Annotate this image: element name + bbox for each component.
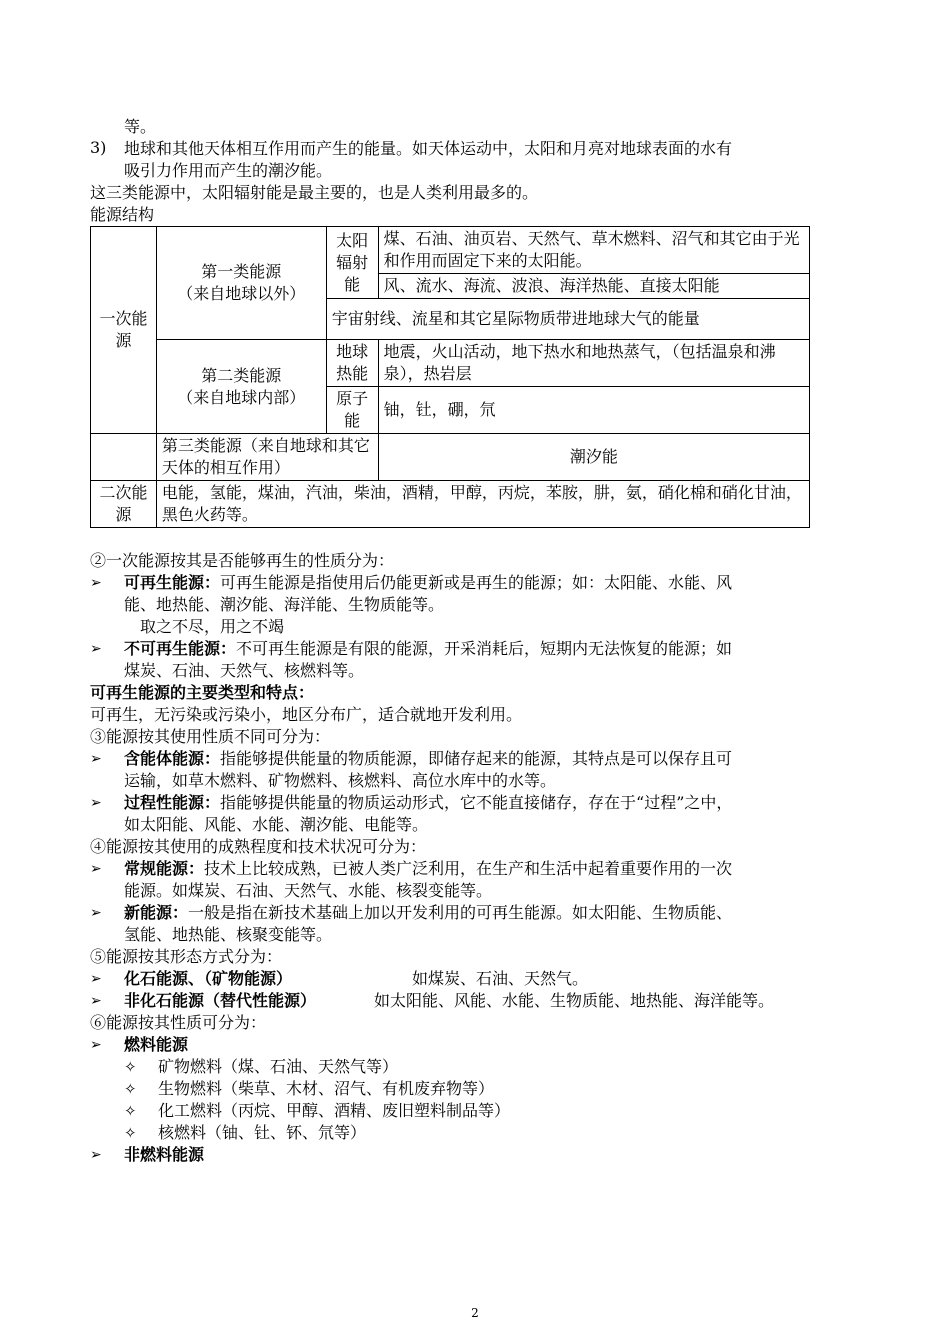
- arrow-bullet-icon: ➢: [90, 641, 102, 657]
- fossil-text: 如煤炭、石油、天然气。: [412, 969, 589, 988]
- renewable-text-2: 能、地热能、潮汐能、海洋能、生物质能等。: [124, 595, 445, 614]
- process-text-2: 如太阳能、风能、水能、潮汐能、电能等。: [124, 815, 429, 834]
- section-2-heading: ②一次能源按其是否能够再生的性质分为：: [90, 551, 395, 570]
- process-text-1: 指能够提供能量的物质运动形式，它不能直接储存，存在于“过程”之中，: [220, 793, 733, 812]
- arrow-bullet-icon: ➢: [90, 1147, 102, 1163]
- conventional-text-1: 技术上比较成熟，已被人类广泛利用，在生产和生活中起着重要作用的一次: [204, 859, 733, 878]
- fuel-item-text: 化工燃料（丙烷、甲醇、酒精、废旧塑料制品等）: [158, 1101, 511, 1120]
- fuel-item-text: 生物燃料（柴草、木材、沼气、有机废弃物等）: [158, 1079, 495, 1098]
- bullet-non-fuel-energy: [90, 1144, 870, 1166]
- section-6-heading: ⑥能源按其性质可分为：: [90, 1013, 267, 1032]
- nonrenewable-text-2: 煤炭、石油、天然气、核燃料等。: [124, 661, 365, 680]
- nuclear-cell: 原子能: [326, 387, 378, 434]
- page-number: 2: [471, 1306, 479, 1320]
- summary-text: 这三类能源中，太阳辐射能是最主要的，也是人类利用最多的。: [90, 183, 539, 202]
- new-energy-title: 新能源：: [124, 903, 189, 922]
- third-class-cell: 第三类能源（来自地球和其它天体的相互作用）: [156, 434, 378, 481]
- carrier-title: 含能体能源：: [124, 749, 221, 768]
- renewable-text-1: 可再生能源是指使用后仍能更新或是再生的能源；如：太阳能、水能、风: [220, 573, 733, 592]
- arrow-bullet-icon: ➢: [90, 1037, 102, 1053]
- first-class-label: 第一类能源: [201, 262, 282, 281]
- fuel-item-text: 核燃料（铀、钍、钚、氘等）: [158, 1123, 367, 1142]
- renewable-types-heading: 可再生能源的主要类型和特点：: [90, 683, 315, 702]
- geothermal-desc-cell: 地震，火山活动，地下热水和地热蒸气，（包括温泉和沸泉），热岩层: [378, 340, 809, 387]
- fuel-sub-item: [90, 1056, 870, 1078]
- tidal-cell: 潮汐能: [378, 434, 809, 481]
- list-item-3: [90, 138, 870, 182]
- conventional-text-2: 能源。如煤炭、石油、天然气、水能、核裂变能等。: [124, 881, 493, 900]
- primary-energy-cell: 一次能源: [91, 227, 157, 434]
- continued-text: 等。: [124, 117, 157, 136]
- non-fossil-text: 如太阳能、风能、水能、生物质能、地热能、海洋能等。: [374, 991, 775, 1010]
- diamond-bullet-icon: ✧: [124, 1080, 137, 1098]
- bullet-nonrenewable: [90, 638, 870, 682]
- fuel-sub-item: [90, 1100, 870, 1122]
- section-5-heading: ⑤能源按其形态方式分为：: [90, 947, 283, 966]
- arrow-bullet-icon: ➢: [90, 971, 102, 987]
- bullet-fossil: [90, 968, 870, 990]
- bullet-process-energy: [90, 792, 870, 836]
- bullet-conventional: [90, 858, 870, 902]
- bullet-renewable: [90, 572, 870, 638]
- bullet-new-energy: [90, 902, 870, 946]
- arrow-bullet-icon: ➢: [90, 905, 102, 921]
- carrier-text-1: 指能够提供能量的物质能源，即储存起来的能源，其特点是可以保存且可: [220, 749, 733, 768]
- fuel-item-text: 矿物燃料（煤、石油、天然气等）: [158, 1057, 399, 1076]
- fuel-sub-item: [90, 1078, 870, 1100]
- non-fossil-title: 非化石能源（替代性能源）: [124, 991, 317, 1010]
- fossil-title: 化石能源、（矿物能源）: [124, 969, 293, 988]
- nuclear-desc-cell: 铀，钍，硼，氘: [378, 387, 809, 434]
- solar-row1-cell: 煤、石油、油页岩、天然气、草木燃料、沼气和其它由于光和作用而固定下来的太阳能。: [378, 227, 809, 274]
- document-page: [90, 116, 870, 1166]
- diamond-bullet-icon: ✧: [124, 1058, 137, 1076]
- diamond-bullet-icon: ✧: [124, 1124, 137, 1142]
- fuel-energy-title: 燃料能源: [124, 1035, 189, 1054]
- diamond-bullet-icon: ✧: [124, 1102, 137, 1120]
- section-4-heading: ④能源按其使用的成熟程度和技术状况可分为：: [90, 837, 427, 856]
- second-class-cell: [156, 340, 326, 434]
- fuel-sub-item: [90, 1122, 870, 1144]
- process-title: 过程性能源：: [124, 793, 221, 812]
- conventional-title: 常规能源：: [124, 859, 205, 878]
- arrow-bullet-icon: ➢: [90, 795, 102, 811]
- geothermal-cell: 地球热能: [326, 340, 378, 387]
- bullet-energy-carrier: [90, 748, 870, 792]
- first-class-sub: （来自地球以外）: [177, 284, 306, 303]
- nonrenewable-title: 不可再生能源：: [124, 639, 237, 658]
- nonrenewable-text-1: 不可再生能源是有限的能源，开采消耗后，短期内无法恢复的能源；如: [236, 639, 733, 658]
- secondary-desc-cell: 电能，氢能，煤油，汽油，柴油，酒精，甲醇，丙烷，苯胺，肼，氨，硝化棉和硝化甘油，黑色火药等。: [156, 481, 809, 528]
- secondary-energy-cell: 二次能源: [91, 481, 157, 528]
- list-item-3-line1: 地球和其他天体相互作用而产生的能量。如天体运动中，太阳和月亮对地球表面的水有: [124, 139, 733, 158]
- arrow-bullet-icon: ➢: [90, 575, 102, 591]
- arrow-bullet-icon: ➢: [90, 993, 102, 1009]
- solar-row2-cell: 风、流水、海流、波浪、海洋热能、直接太阳能: [378, 274, 809, 299]
- new-energy-text-1: 一般是指在新技术基础上加以开发利用的可再生能源。如太阳能、生物质能、: [188, 903, 733, 922]
- non-fuel-energy-title: 非燃料能源: [124, 1145, 205, 1164]
- list-item-3-line2: 吸引力作用而产生的潮汐能。: [124, 161, 333, 180]
- list-number: 3): [90, 138, 107, 157]
- bullet-non-fossil: [90, 990, 870, 1012]
- energy-structure-table: [90, 226, 810, 528]
- carrier-text-2: 运输，如草木燃料、矿物燃料、核燃料、高位水库中的水等。: [124, 771, 557, 790]
- renewable-note: 取之不尽，用之不竭: [140, 617, 285, 636]
- arrow-bullet-icon: ➢: [90, 861, 102, 877]
- section-3-heading: ③能源按其使用性质不同可分为：: [90, 727, 331, 746]
- bullet-fuel-energy: [90, 1034, 870, 1056]
- solar-cell: 太阳辐射能: [326, 227, 378, 299]
- second-class-label: 第二类能源: [201, 365, 282, 385]
- first-class-cell: [156, 227, 326, 340]
- renewable-title: 可再生能源：: [124, 573, 221, 592]
- renewable-types-text: 可再生，无污染或污染小，地区分布广，适合就地开发利用。: [90, 705, 523, 724]
- table-caption: 能源结构: [90, 205, 155, 224]
- arrow-bullet-icon: ➢: [90, 751, 102, 767]
- cosmic-cell: 宇宙射线、流星和其它星际物质带进地球大气的能量: [326, 299, 809, 340]
- new-energy-text-2: 氢能、地热能、核聚变能等。: [124, 925, 333, 944]
- second-class-sub: （来自地球内部）: [177, 387, 306, 407]
